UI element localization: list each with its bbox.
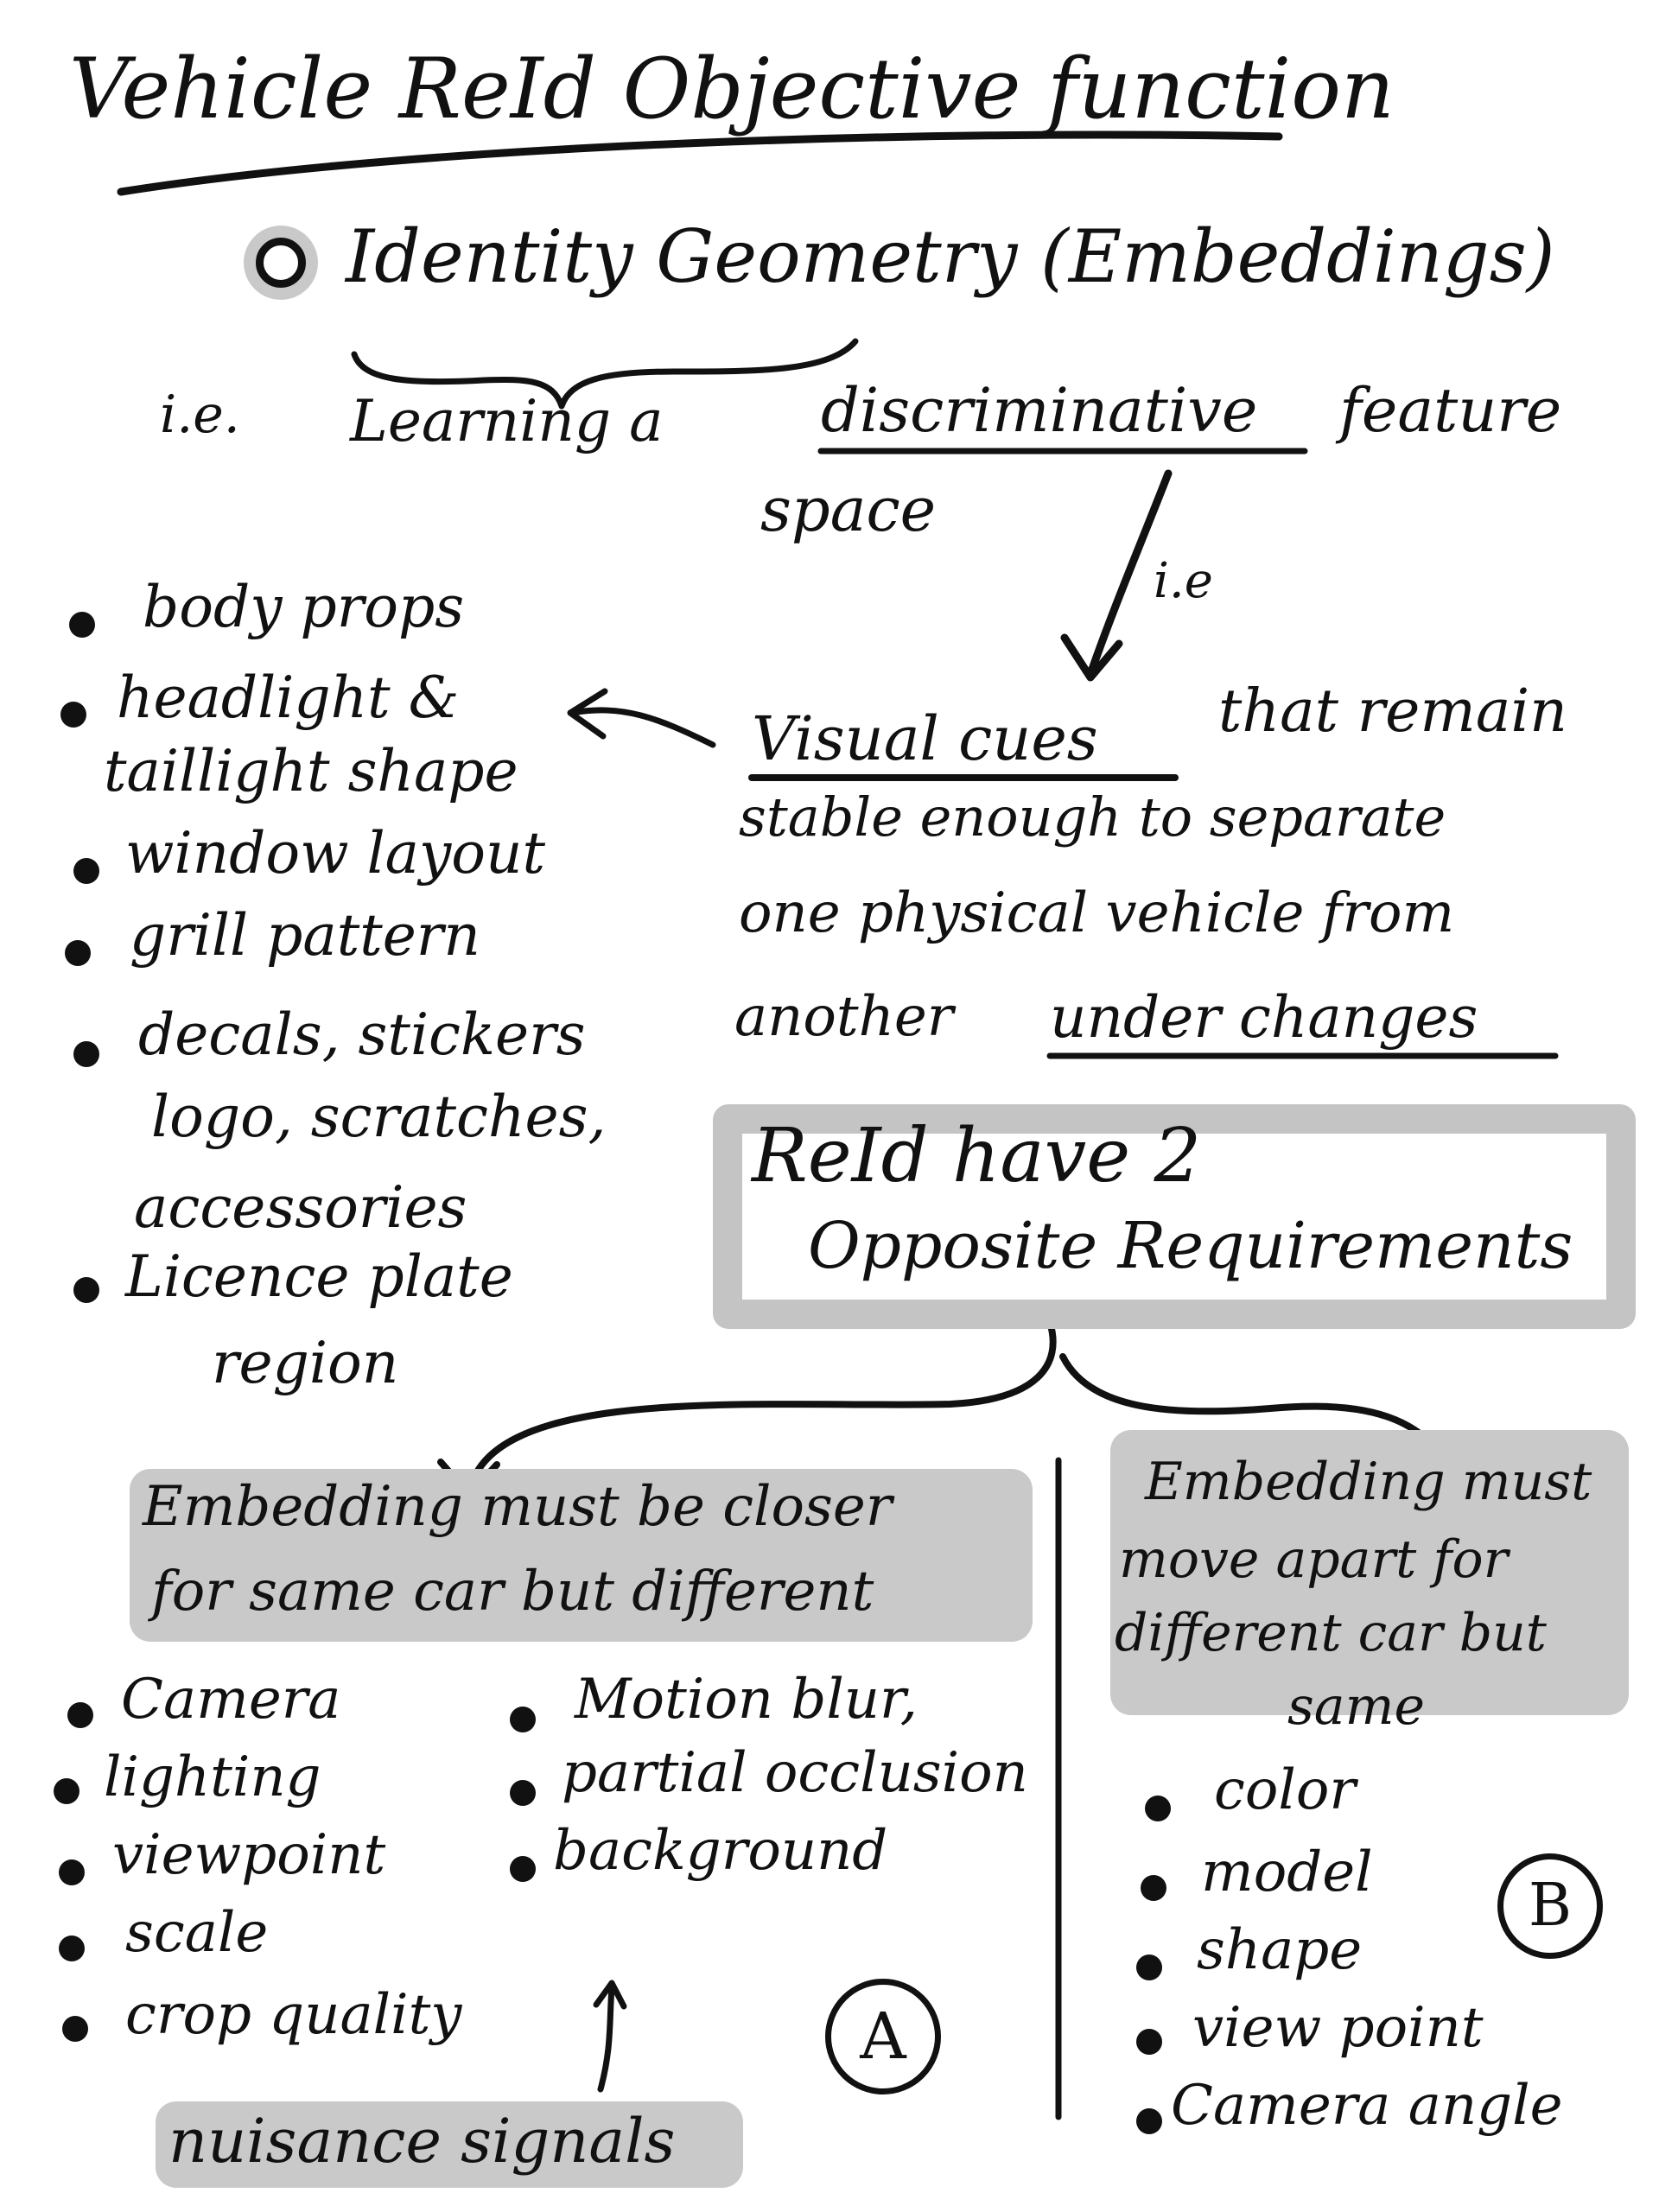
nuisance-bullet-icon	[510, 1780, 536, 1806]
nuisance-bullet-icon	[59, 1936, 85, 1961]
discriminative-item: view point	[1192, 1996, 1484, 2060]
label-a-text: A	[860, 1999, 906, 2074]
cue-bullet-icon	[73, 1277, 99, 1303]
discriminative-item: Camera angle	[1171, 2074, 1563, 2138]
cue-item: headlight &	[117, 664, 460, 731]
visual-cues-line2: stable enough to separate	[739, 785, 1446, 849]
label-a-circle	[825, 1979, 941, 2094]
label-b-text: B	[1529, 1872, 1572, 1940]
discriminative-text: discriminative	[821, 375, 1258, 446]
cue-item: region	[212, 1330, 399, 1396]
nuisance-bullet-icon	[67, 1702, 93, 1728]
learning-text: Learning a	[350, 388, 664, 454]
label-b-circle	[1497, 1853, 1603, 1959]
nuisance-item: background	[553, 1819, 888, 1883]
discriminative-bullet-icon	[1141, 1875, 1166, 1901]
ie-label: i.e.	[160, 385, 240, 445]
closer-embedding-line2: for same car but different	[151, 1560, 874, 1624]
discriminative-bullet-icon	[1136, 2029, 1162, 2055]
down-arrow-head	[1065, 638, 1119, 677]
nuisance-bullet-icon	[59, 1859, 85, 1885]
nuisance-item: lighting	[104, 1745, 321, 1809]
cue-item: logo, scratches,	[151, 1084, 607, 1150]
reid-box-line1: ReId have 2	[752, 1113, 1202, 1199]
feature-text: feature	[1339, 375, 1562, 446]
closer-embedding-line1: Embedding must be closer	[143, 1475, 893, 1539]
cue-bullet-icon	[69, 612, 95, 638]
apart-embedding-line3: different car but	[1115, 1603, 1547, 1663]
nuisance-item: Camera	[121, 1668, 341, 1732]
nuisance-bullet-icon	[62, 2016, 88, 2042]
visual-cues-text: Visual cues	[752, 703, 1098, 774]
cue-item: grill pattern	[130, 902, 480, 969]
cue-bullet-icon	[73, 1041, 99, 1067]
reid-box-line2: Opposite Requirements	[808, 1209, 1573, 1283]
cue-item: taillight shape	[104, 738, 518, 804]
cue-item: window layout	[125, 820, 546, 887]
visual-cues-line4-a: another	[734, 985, 954, 1049]
nuisance-bullet-icon	[54, 1778, 79, 1804]
nuisance-bullet-icon	[510, 1707, 536, 1732]
nuisance-item: Motion blur,	[575, 1668, 918, 1732]
identity-geometry: Identity Geometry (Embeddings)	[346, 214, 1555, 299]
cue-item: body props	[143, 574, 465, 640]
nuisance-item: partial occlusion	[562, 1741, 1028, 1805]
cue-item: decals, stickers	[138, 1001, 586, 1068]
split-curve	[471, 1322, 1053, 1486]
apart-embedding-line1: Embedding must	[1145, 1452, 1592, 1512]
identity-bullet-icon	[256, 238, 306, 288]
discriminative-bullet-icon	[1136, 2108, 1162, 2134]
nuisance-item: scale	[125, 1901, 269, 1965]
nuisance-signals-text: nuisance signals	[168, 2106, 676, 2177]
apart-embedding-line2: move apart for	[1119, 1529, 1509, 1590]
discriminative-item: model	[1201, 1840, 1373, 1904]
under-changes-text: under changes	[1050, 984, 1478, 1051]
discriminative-bullet-icon	[1145, 1796, 1171, 1821]
cue-item: Licence plate	[125, 1243, 513, 1310]
discriminative-item: shape	[1197, 1918, 1363, 1982]
visual-cues-line3: one physical vehicle from	[739, 881, 1455, 945]
discriminative-bullet-icon	[1136, 1955, 1162, 1980]
cue-bullet-icon	[73, 858, 99, 884]
title-underline	[121, 135, 1279, 192]
page-title: Vehicle ReId Objective function	[69, 41, 1395, 137]
nuisance-item: viewpoint	[112, 1823, 386, 1887]
nuisance-up-arrow	[601, 1987, 612, 2089]
cue-item: accessories	[134, 1174, 467, 1241]
nuisance-bullet-icon	[510, 1856, 536, 1882]
discriminative-item: color	[1214, 1758, 1356, 1822]
cue-bullet-icon	[65, 940, 91, 966]
nuisance-item: crop quality	[125, 1983, 462, 2047]
cue-bullet-icon	[60, 702, 86, 728]
arrow-ie-label: i.e	[1154, 553, 1213, 609]
apart-embedding-line4: same	[1287, 1676, 1425, 1737]
visual-cues-line1-rest: that remain	[1218, 677, 1567, 746]
space-text: space	[760, 474, 937, 545]
